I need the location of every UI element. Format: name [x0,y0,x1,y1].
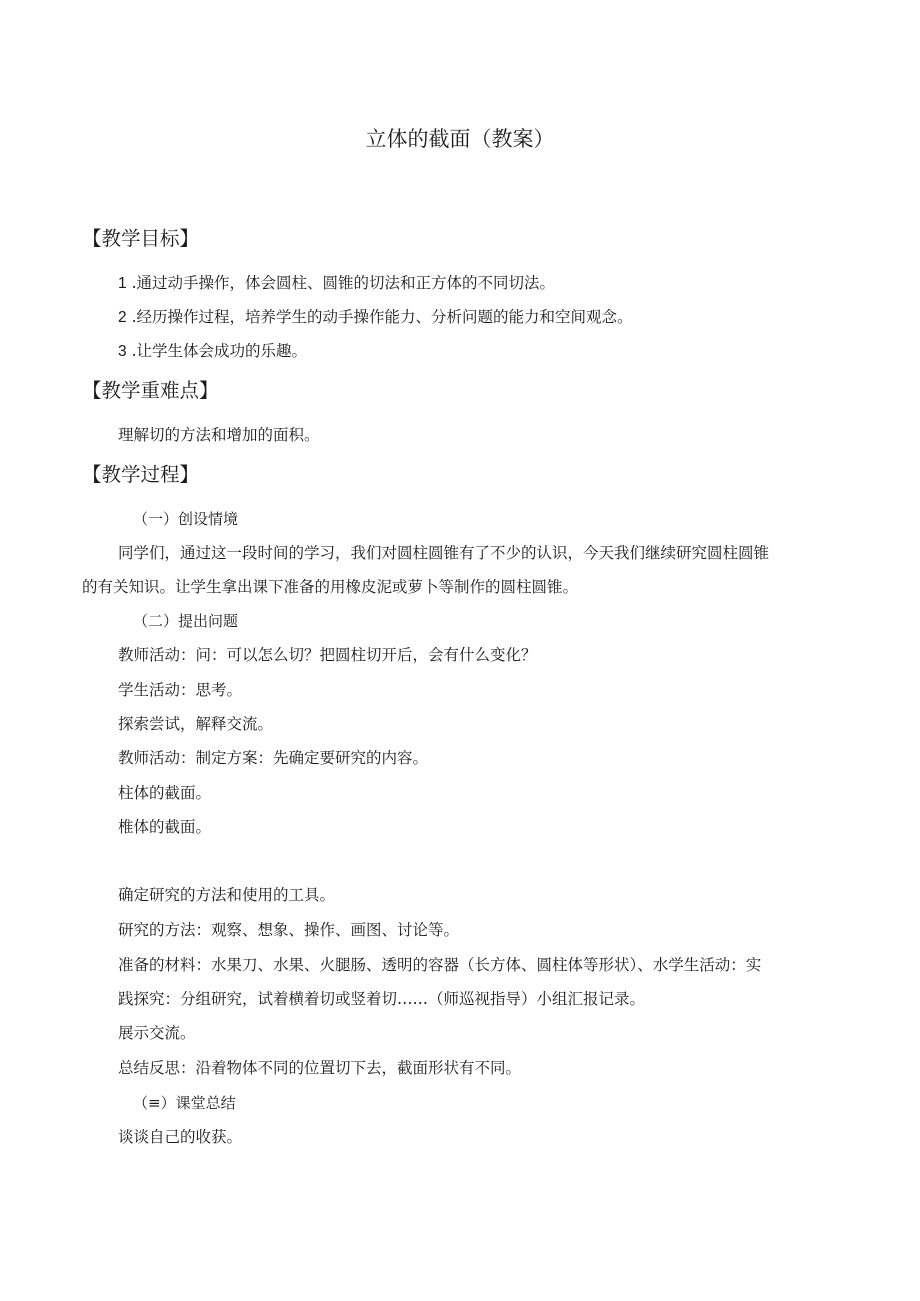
paragraph-line: 教师活动：制定方案：先确定要研究的内容。 [118,749,429,767]
part-title: （一）创设情境 [133,510,239,528]
objective-text: .通过动手操作，体会圆柱、圆锥的切法和正方体的不同切法。 [131,274,555,292]
heading-key-points: 【教学重难点】 [82,379,219,402]
paragraph-line: 确定研究的方法和使用的工具。 [118,886,336,904]
objective-item [118,341,307,362]
part-title: （≡）课堂总结 [133,1094,236,1112]
objective-number: 3 [118,343,127,360]
page-title: 立体的截面（教案） [365,127,555,151]
paragraph-line: 展示交流。 [118,1024,196,1042]
paragraph-line: 谈谈自己的收获。 [118,1128,243,1146]
heading-process: 【教学过程】 [82,463,200,486]
paragraph-line: 椎体的截面。 [118,818,212,836]
objective-text: .让学生体会成功的乐趣。 [131,342,307,360]
objective-number: 2 [118,309,127,326]
paragraph-line: 学生活动：思考。 [118,681,243,699]
objective-item [118,307,633,328]
paragraph-line: 总结反思：沿着物体不同的位置切下去，截面形状有不同。 [118,1059,522,1077]
heading-objectives: 【教学目标】 [82,227,200,250]
paragraph-line: 的有关知识。让学生拿出课下准备的用橡皮泥或萝卜等制作的圆柱圆锥。 [82,578,579,596]
objective-text: .经历操作过程，培养学生的动手操作能力、分析问题的能力和空间观念。 [131,308,633,326]
paragraph-line: 探索尝试，解释交流。 [118,715,274,733]
paragraph-line: 践探究：分组研究，试着横着切或竖着切……（师巡视指导）小组汇报记录。 [118,990,646,1008]
paragraph-line: 教师活动：问：可以怎么切？把圆柱切开后，会有什么变化？ [118,646,537,664]
paragraph-line: 研究的方法：观察、想象、操作、画图、讨论等。 [118,921,460,939]
objective-number: 1 [118,275,127,292]
paragraph-line: 同学们，通过这一段时间的学习，我们对圆柱圆锥有了不少的认识，今天我们继续研究圆柱圆锥 [118,544,770,562]
key-points-text: 理解切的方法和增加的面积。 [118,426,320,444]
paragraph-line: 柱体的截面。 [118,784,212,802]
objective-item [118,273,555,294]
part-title: （二）提出问题 [133,612,239,630]
paragraph-line: 准备的材料：水果刀、水果、火腿肠、透明的容器（长方体、圆柱体等形状）、水学生活动：实 [118,956,762,974]
